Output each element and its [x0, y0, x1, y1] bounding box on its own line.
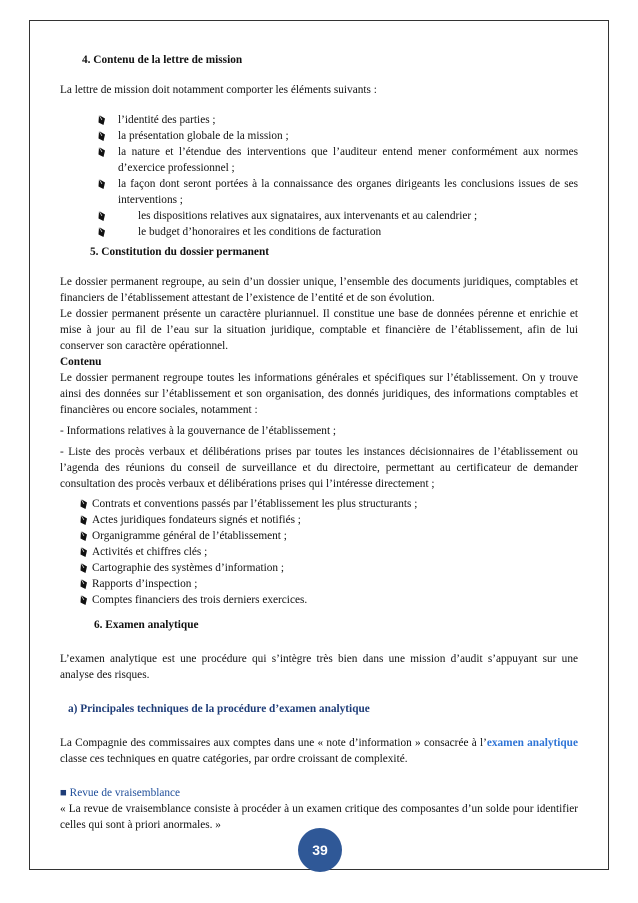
page-number-badge: 39 [298, 828, 342, 872]
pen-nib-bullet-icon [98, 226, 106, 238]
pen-nib-bullet-icon [80, 578, 88, 590]
section-5-paragraph-4: - Informations relatives à la gouvernance de l’établissement ; [60, 425, 337, 437]
section-6-heading: 6. Examen analytique [94, 619, 199, 631]
section-6-paragraph-2: La Compagnie des commissaires aux comptes dans une « note d’information » consacrée à l’examen analytique classe ces techniques en quatre catégories, par ordre croissant de complexité. [60, 737, 578, 765]
square-bullet-icon: ■ [60, 787, 67, 799]
list-item: Comptes financiers des trois derniers exercices. [60, 592, 578, 608]
pen-nib-bullet-icon [80, 514, 88, 526]
section-5-paragraph-5: - Liste des procès verbaux et délibérations prises par toutes les instances décisionnaires de l’établissement ou l’agenda des réunions du conseil de surveillance et du directoire, permettant au certificateur de demander consultation des procès verbaux et délibérations prises qui l’intéresse directement ; [60, 446, 578, 490]
contenu-label: Contenu [60, 356, 102, 368]
mission-letter-list [60, 112, 578, 240]
list-item: Organigramme général de l’établissement ; [60, 528, 578, 544]
list-item: la nature et l’étendue des interventions que l’auditeur entend mener conformément aux normes d’exercice professionnel ; [60, 144, 578, 176]
revue-heading: ■ Revue de vraisemblance [60, 787, 181, 799]
pen-nib-bullet-icon [98, 178, 106, 190]
page-content [60, 52, 578, 833]
list-item: Activités et chiffres clés ; [60, 544, 578, 560]
examen-analytique-link[interactable]: examen analytique [486, 737, 578, 749]
pen-nib-bullet-icon [98, 210, 106, 222]
pen-nib-bullet-icon [98, 146, 106, 158]
section-5-paragraph-2: Le dossier permanent présente un caractère pluriannuel. Il constitue une base de données pérenne et enrichie et mise à jour au fil de l’eau sur la situation juridique, comptable et financière de l’établissement, afin de lui conserver son caractère opérationnel. [60, 308, 578, 352]
dossier-items-list [60, 496, 578, 608]
list-item: le budget d’honoraires et les conditions de facturation [60, 224, 578, 240]
list-item: Contrats et conventions passés par l’établissement les plus structurants ; [60, 496, 578, 512]
section-5-heading: 5. Constitution du dossier permanent [90, 246, 269, 258]
pen-nib-bullet-icon [80, 594, 88, 606]
pen-nib-bullet-icon [98, 130, 106, 142]
list-item: la façon dont seront portées à la connaissance des organes dirigeants les conclusions issues de ses interventions ; [60, 176, 578, 208]
section-4-heading: 4. Contenu de la lettre de mission [82, 54, 243, 66]
pen-nib-bullet-icon [80, 562, 88, 574]
subsection-a-heading: a) Principales techniques de la procédure d’examen analytique [68, 703, 370, 715]
list-item: Cartographie des systèmes d’information ; [60, 560, 578, 576]
section-6-paragraph-1: L’examen analytique est une procédure qui s’intègre très bien dans une mission d’audit s’appuyant sur une analyse des risques. [60, 653, 578, 681]
pen-nib-bullet-icon [80, 498, 88, 510]
pen-nib-bullet-icon [98, 114, 106, 126]
pen-nib-bullet-icon [80, 546, 88, 558]
section-5-paragraph-3: Le dossier permanent regroupe toutes les informations générales et spécifiques sur l’établissement. On y trouve ainsi des données sur l’établissement et son organisation, des donnés juridiques, des informations comptables et financières ou encore sociales, notamment : [60, 372, 578, 416]
list-item: les dispositions relatives aux signataires, aux intervenants et au calendrier ; [60, 208, 578, 224]
section-4-intro: La lettre de mission doit notamment comporter les éléments suivants : [60, 84, 377, 96]
list-item: Rapports d’inspection ; [60, 576, 578, 592]
list-item: l’identité des parties ; [60, 112, 578, 128]
section-5-paragraph-1: Le dossier permanent regroupe, au sein d’un dossier unique, l’ensemble des documents juridiques, comptables et financiers de l’établissement attestant de l’existence de l’entité et de son évolution. [60, 276, 578, 304]
pen-nib-bullet-icon [80, 530, 88, 542]
list-item: Actes juridiques fondateurs signés et notifiés ; [60, 512, 578, 528]
list-item: la présentation globale de la mission ; [60, 128, 578, 144]
section-6-paragraph-3: « La revue de vraisemblance consiste à procéder à un examen critique des composantes d’un solde pour identifier celles qui sont à priori anormales. » [60, 803, 578, 831]
